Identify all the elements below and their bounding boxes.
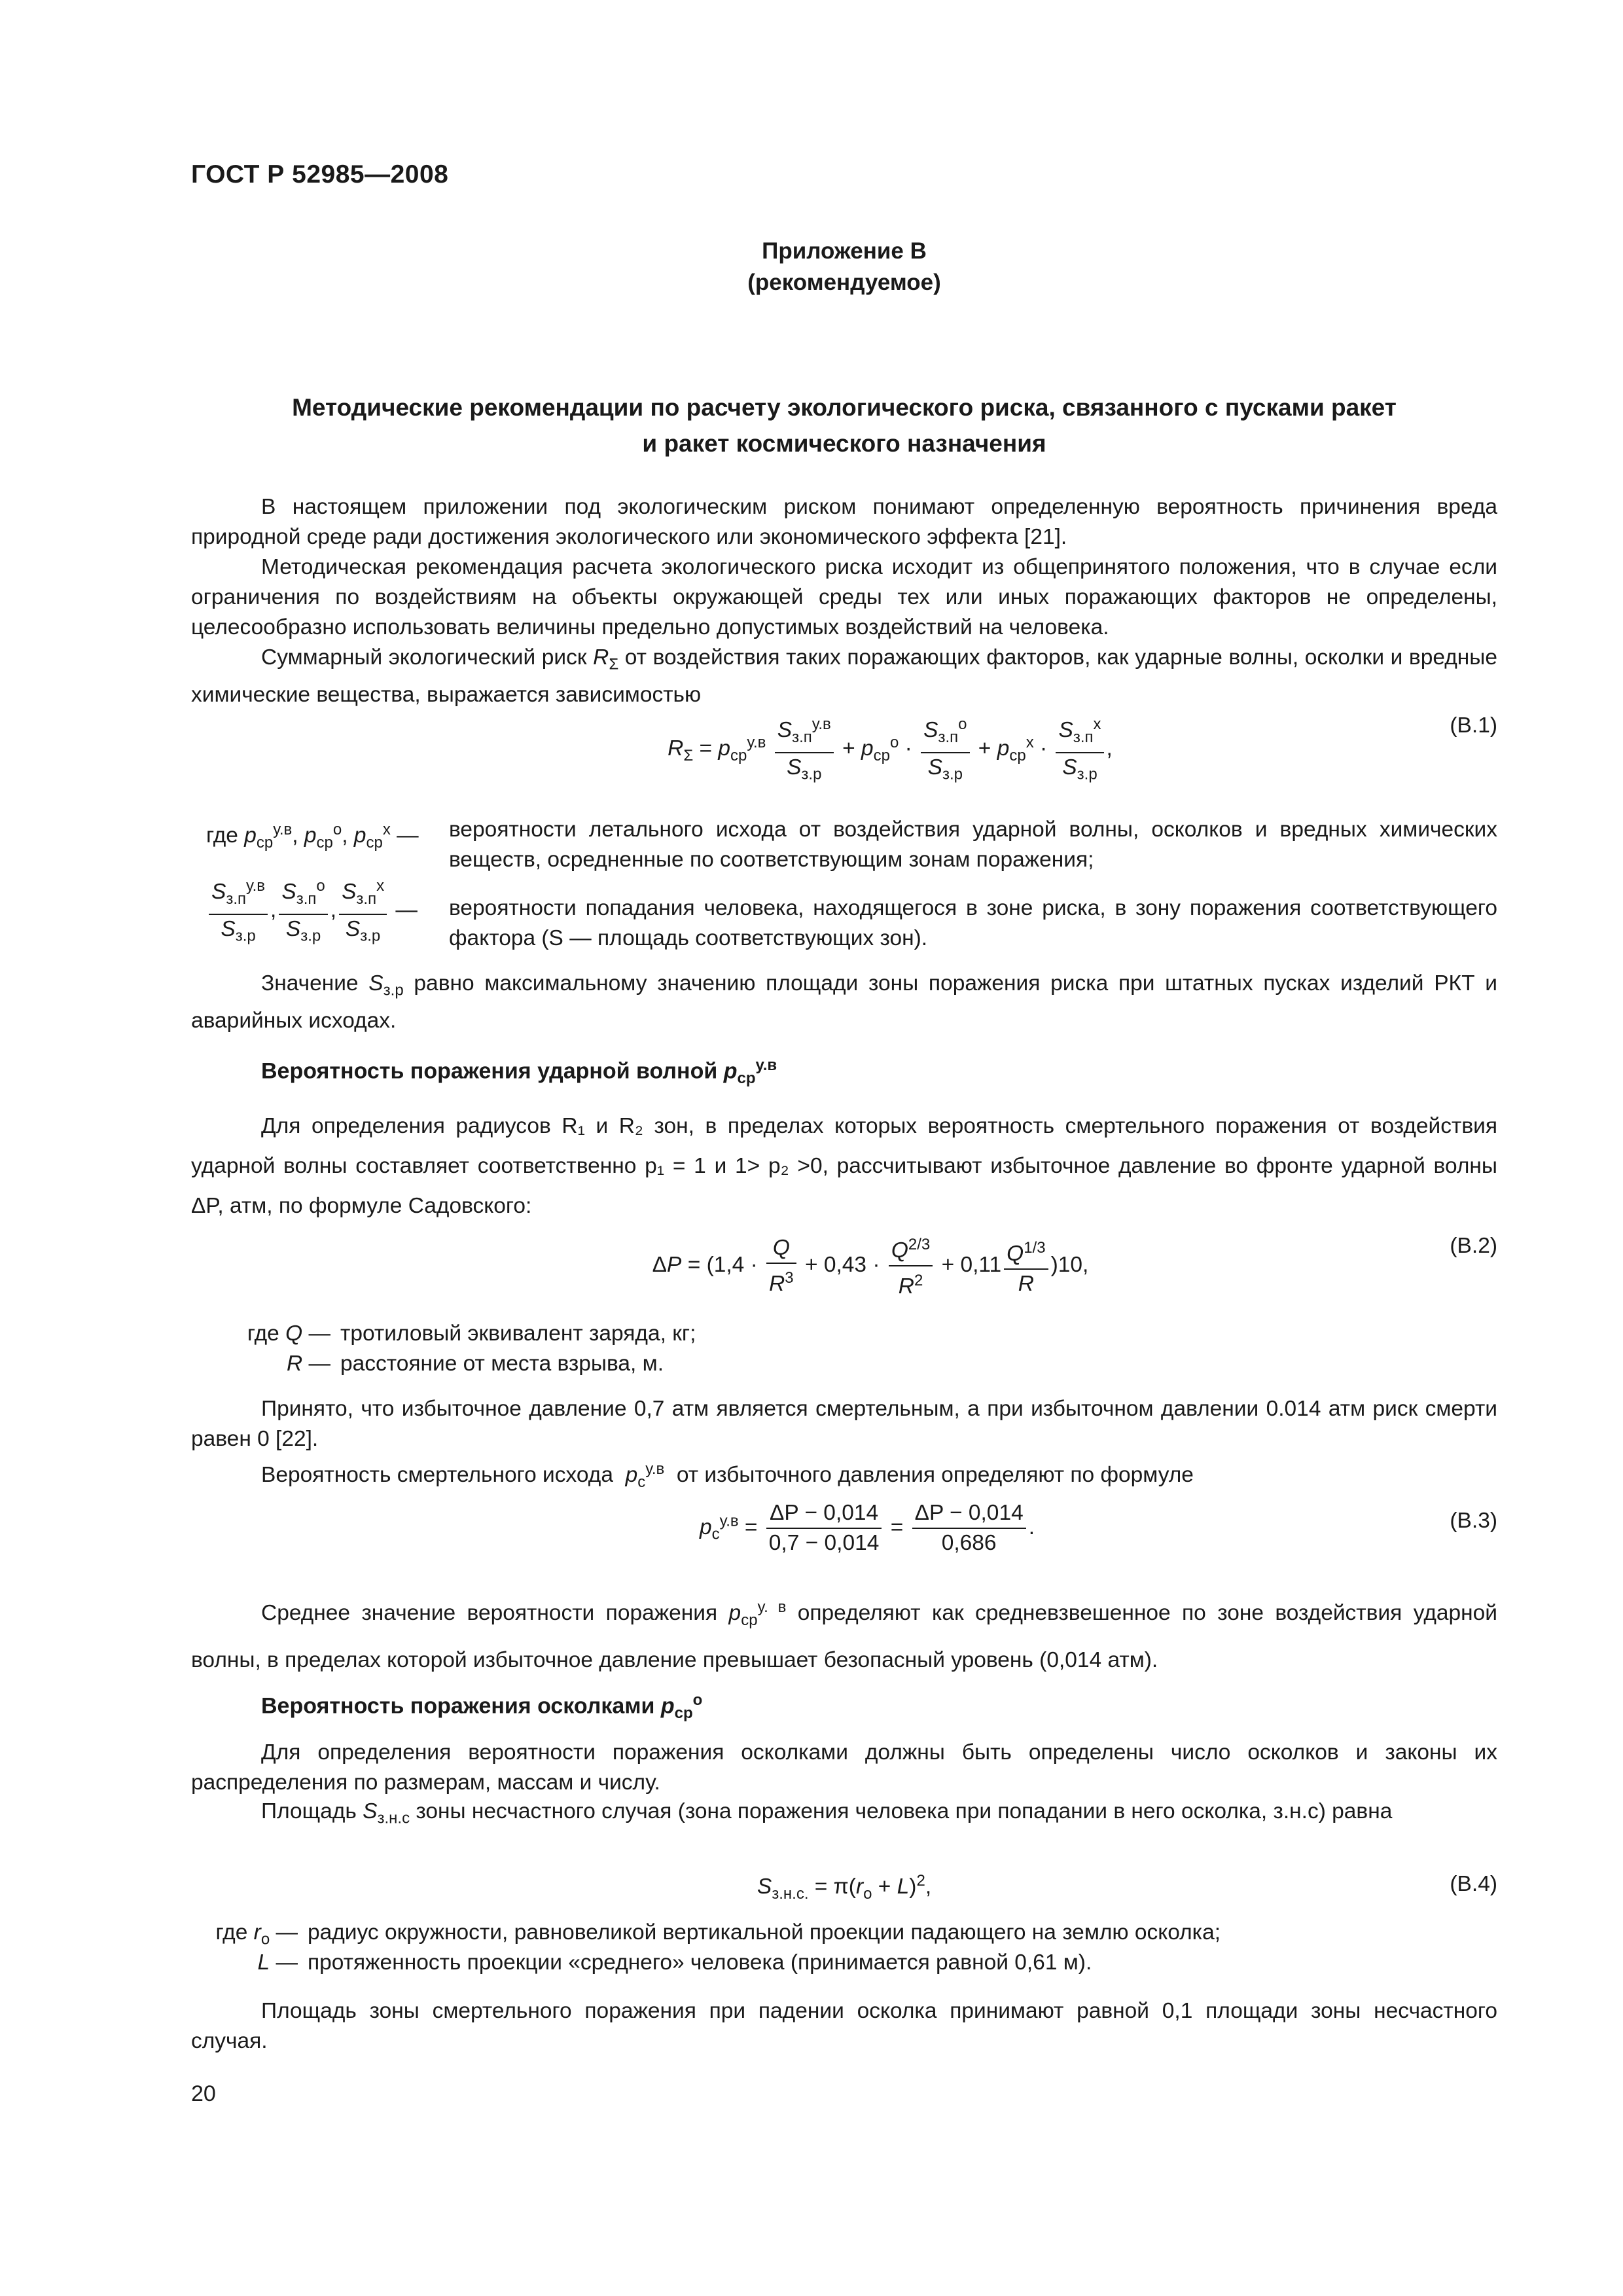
where-l-text: протяженность проекции «среднего» человека (принимается равной 0,61 м). [308, 1950, 1092, 1975]
equation-number-b2: (В.2) [1450, 1234, 1497, 1258]
equation-number-b4: (В.4) [1450, 1872, 1497, 1896]
formula-b3: $p_с^{у.в}$ = $\frac{\Delta P - 0,014}{0,7 - 0,014}$ = $\frac{\Delta P - 0,014}{0,686}$ . [654, 1499, 1080, 1558]
equation-number-b1: (В.1) [1450, 713, 1497, 738]
b3-numerator-2: ΔP − 0,014 [912, 1499, 1026, 1529]
paragraph-6: Принято, что избыточное давление 0,7 атм является смертельным, а при избыточном давлении 0.014 атм риск смерти равен 0 [22]. [191, 1397, 1497, 1451]
coef-3: 0,11 [960, 1253, 1002, 1277]
paragraph-4-end: равно максимальному значению площади зоны поражения риска при штатных пусках изделий РКТ и аварийных исходах. [191, 971, 1497, 1033]
formula-b2: ΔP = (1,4 · $\frac{Q}{R^3}$ + 0,43 · $\frac{Q^{2/3}}{R^2}$ + 0,11 $\frac{Q^{1/3}}{R}$ )10, [576, 1230, 1165, 1301]
document-code: ГОСТ Р 52985—2008 [191, 160, 449, 188]
where-ro-text: радиус окружности, равновеликой вертикальной проекции падающего на землю осколка; [308, 1920, 1221, 1945]
paragraph-10-end: зоны несчастного случая (зона поражения человека при попадании в него осколка, з.н.с) равна [416, 1799, 1393, 1823]
where-text-2: вероятности попадания человека, находящегося в зоне риска, в зону поражения соответствующего фактора (S — площадь соответствующих зон). [449, 896, 1497, 950]
where-r-symbol: R — [286, 1352, 330, 1376]
where-text-1: вероятности летального исхода от воздействия ударной волны, осколков и вредных химических веществ, осредненные по соответствующим зонам поражения; [449, 817, 1497, 872]
where-label: где [215, 1920, 248, 1945]
paragraph-5: Для определения радиусов R₁ и R₂ зон, в пределах которых вероятность смертельного поражения от воздействия ударной волны составляет соответственно p₁ = 1 и 1> p₂ >0, рассчитывают избыточное давление во фронте ударной волны ΔP, атм, по формуле Садовского: [191, 1114, 1497, 1218]
section-title-line-1: Методические рекомендации по расчету экологического риска, связанного с пусками ракет [292, 394, 1397, 421]
page-number: 20 [191, 2081, 216, 2106]
paragraph-7: Вероятность смертельного исхода $p_с^{у.в}$ от избыточного давления определяют по формуле [261, 1460, 1194, 1491]
formula-b1: $R_\Sigma = p_{ср}^{у.в}$ $\frac{S_{з.п}^{у.в}}{S_{з.р}}$ + $p_{ср}^о$ · $\frac{S_{з.п}^о}{S_{з.р}}$ + $p_{ср}^х$ · $\frac{S_{з.п}^х}{S_{з.р}}$ , [628, 710, 1152, 789]
subheading-fragments: Вероятность поражения осколками $p_{ср}^о$ [261, 1691, 703, 1723]
paragraph-3-end: от воздействия таких поражающих факторов, как ударные волны, осколки и вредные химические вещества, выражается зависимостью [191, 645, 1497, 707]
where-q-symbol: где Q — [247, 1321, 330, 1346]
paragraph-10-start: Площадь [261, 1799, 357, 1823]
formula-b2-tail: )10, [1050, 1253, 1089, 1277]
appendix-label: Приложение В [762, 238, 927, 264]
paragraph-3: Суммарный экологический риск $R_\Sigma$ от воздействия таких поражающих факторов, как ударные волны, осколки и вредные химические вещества, выражается зависимостью [191, 645, 1497, 707]
subheading-shockwave-text: Вероятность поражения ударной волной [261, 1058, 724, 1084]
section-title-line-2: и ракет космического назначения [642, 430, 1046, 457]
appendix-heading [191, 236, 1497, 298]
b3-numerator-1: ΔP − 0,014 [766, 1499, 882, 1529]
subheading-shockwave: Вероятность поражения ударной волной $p_{ср}^{у.в}$ [261, 1056, 777, 1088]
paragraph-9: Для определения вероятности поражения осколками должны быть определены число осколков и законы их распределения по размерам, массам и числу. [191, 1740, 1497, 1795]
where-r-text: расстояние от места взрыва, м. [340, 1352, 664, 1376]
formula-b4: $S_{з.н.с.} = \pi(r_о + L)^2$, [757, 1872, 932, 1903]
where-symbols-2: $\frac{S_{з.п}^{у.в}}{S_{з.р}}$ , $\frac{S_{з.п}^о}{S_{з.р}}$ , $\frac{S_{з.п}^х}{S_{з.р}}$ — [206, 872, 442, 951]
appendix-status: (рекомендуемое) [747, 270, 941, 295]
subheading-fragments-text: Вероятность поражения осколками [261, 1693, 661, 1719]
coef-2: 0,43 [823, 1253, 867, 1277]
where-l-symbol: L — [257, 1950, 298, 1975]
dash: — [397, 823, 419, 848]
coef-1: 1,4 [713, 1253, 745, 1277]
paragraph-8: Среднее значение вероятности поражения $p_{ср}^{у. в}$ определяют как средневзвешенное по зоне воздействия ударной волны, в пределах которой избыточное давление превышает безопасный уровень (0,014 атм). [191, 1598, 1498, 1672]
paragraph-3-start: Суммарный экологический риск [261, 645, 594, 670]
paragraph-8-end: определяют как средневзвешенное по зоне воздействия ударной волны, в пределах которой избыточное давление превышает безопасный уровень (0,014 атм). [191, 1601, 1498, 1672]
paragraph-4-start: Значение [261, 971, 369, 996]
where-symbols-1: где $p_{ср}^{у.в}$, $p_{ср}^о$, $p_{ср}^х$ — [206, 821, 419, 852]
paragraph-7-end: от избыточного давления определяют по формуле [676, 1463, 1194, 1488]
where-ro-symbol: где $r_о$ — [215, 1920, 298, 1948]
b3-denominator-1: 0,7 − 0,014 [768, 1531, 880, 1555]
paragraph-4: Значение $S_{з.р}$ равно максимальному значению площади зоны поражения риска при штатных пусках изделий РКТ и аварийных исходах. [191, 971, 1497, 1033]
paragraph-10: Площадь $S_{з.н.с}$ зоны несчастного случая (зона поражения человека при попадании в него осколка, з.н.с) равна [261, 1799, 1393, 1827]
section-title [191, 389, 1497, 461]
paragraph-1: В настоящем приложении под экологическим риском понимают определенную вероятность причинения вреда природной среде ради достижения экологического или экономического эффекта [21]. [191, 495, 1497, 549]
where-label: где [206, 823, 238, 848]
paragraph-11: Площадь зоны смертельного поражения при падении осколка принимают равной 0,1 площади зоны несчастного случая. [191, 1999, 1497, 2053]
where-label: где [247, 1321, 279, 1346]
where-q-text: тротиловый эквивалент заряда, кг; [340, 1321, 696, 1346]
paragraph-2: Методическая рекомендация расчета экологического риска исходит из общепринятого положения, что в случае если ограничения по воздействиям на объекты окружающей среды тех или иных поражающих факторов не определены, целесообразно использовать величины предельно допустимых воздействий на человека. [191, 555, 1497, 639]
paragraph-7-start: Вероятность смертельного исхода [261, 1463, 613, 1488]
equation-number-b3: (В.3) [1450, 1509, 1497, 1533]
b3-denominator-2: 0,686 [941, 1531, 997, 1555]
paragraph-8-start: Среднее значение вероятности поражения [261, 1601, 718, 1626]
